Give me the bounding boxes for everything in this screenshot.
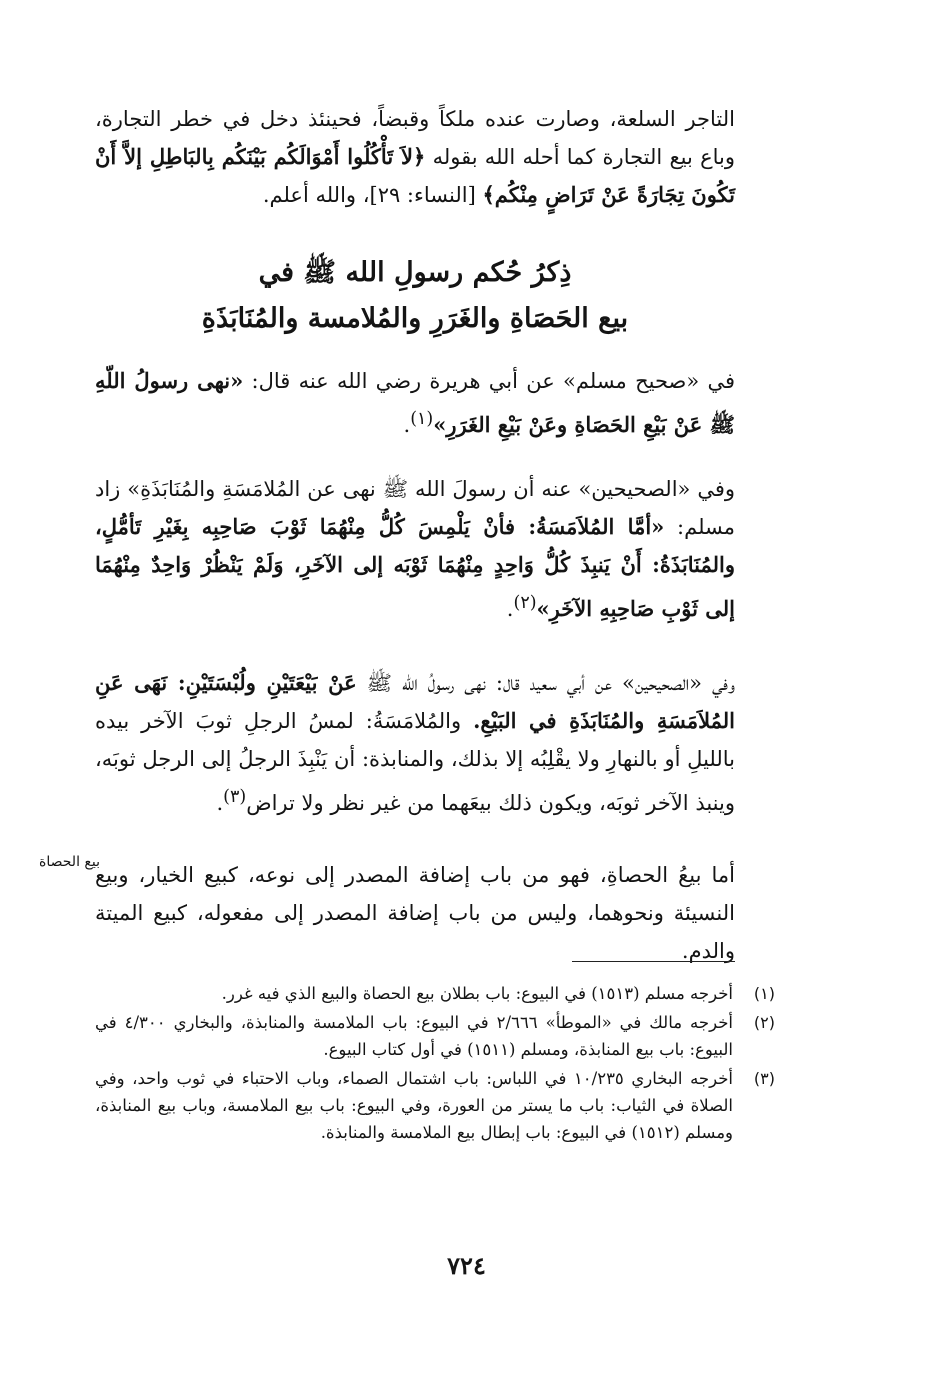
section-heading-line-1: ذِكرُ حُكم رسولِ الله ﷺ في xyxy=(258,257,572,288)
paragraph-4-end: . xyxy=(216,791,224,815)
paragraph-2 xyxy=(95,362,735,444)
footnote-ref-3: (٣) xyxy=(223,787,247,807)
page-number: ٧٢٤ xyxy=(447,1251,486,1280)
paragraph-1-after: [النساء: ٢٩]، والله أعلم. xyxy=(262,183,483,207)
section-heading-line-2: بيع الحَصَاةِ والغَرَرِ والمُلامسة والمُنَابَذَةِ xyxy=(201,303,629,334)
paragraph-1-text xyxy=(95,100,735,214)
paragraph-5 xyxy=(95,856,735,970)
footnote-item xyxy=(95,1065,775,1146)
paragraph-2-text xyxy=(95,362,735,444)
footnotes xyxy=(95,980,775,1148)
paragraph-3-text xyxy=(95,470,735,628)
quran-verse: ﴿لاَ تَأْكُلُوا أَمْوَالَكُم بَيْنَكُم بِالبَاطِلِ إلاَّ أَنْ تَكُونَ تِجَارَةً عَنْ تَرَاضٍ مِنْكُم﴾ xyxy=(95,144,735,207)
hadith-text: عَنْ بَيْعَتَيْنِ ولُبْسَتَيْنِ: نَهَى عَنِ المُلاَمَسَةِ والمُنَابَذَةِ في البَيْعِ. xyxy=(95,670,736,733)
hadith-text: «نهى رسولُ اللّهِ ﷺ عَنْ بَيْعِ الحَصَاةِ وعَنْ بَيْعِ الغَرَرِ» xyxy=(95,368,735,437)
paragraph-3-before: وفي «الصحيحين» عنه أن رسولَ الله ﷺ نهى عن المُلامَسَةِ والمُنَابَذَةِ» زاد مسلم: xyxy=(95,477,735,539)
footnote-text: أخرجه البخاري ١٠/٢٣٥ في اللباس: باب اشتمال الصماء، وباب الاحتباء في ثوب واحد، وفي الصلاة في الثياب: باب ما يستر من العورة، وفي البيوع: باب بيع الملامسة، وباب بيع المنابذة، ومسلم (١٥١٢) في البيوع: باب إبطال بيع الملامسة والمنابذة. xyxy=(95,1069,733,1142)
paragraph-3 xyxy=(95,470,735,628)
footnote-item xyxy=(95,1009,775,1063)
hadith-text: «أمَّا المُلاَمَسَةُ: فأنْ يَلْمِسَ كُلُّ مِنْهُمَا ثَوْبَ صَاحِبِه بِغَيْرِ تَأمُّلٍ، والمُنَابَذَةُ: أَنْ يَنبِذَ كُلُّ وَاحِدٍ مِنْهُمَا ثَوْبَه إلى الآخَرِ، وَلَمْ يَنْظُرْ وَاحِدٌ مِنْهُمَا إلى ثَوْبِ صَاحِبِهِ الآخَرِ» xyxy=(95,514,735,621)
paragraph-4-after: والمُلامَسَةُ: لمسُ الرجلِ ثوبَ الآخر بيده بالليلِ أو بالنهارِ ولا يقْلِبُه إلا بذلك، والمنابذة: أن يَنْبِذَ الرجلُ إلى الرجل ثوبَه، وينبذ الآخر ثوبَه، ويكون ذلك بيعَهما من غير نظر ولا تراض xyxy=(95,709,735,815)
footnote-ref-2: (٢) xyxy=(513,593,537,613)
footnote-number: (١) xyxy=(753,984,775,1003)
footnote-number: (٢) xyxy=(753,1013,775,1032)
footnote-text: أخرجه مالك في «الموطأ» ٢/٦٦٦ في البيوع: باب الملامسة والمنابذة، والبخاري ٤/٣٠٠ في البيوع: باب بيع المنابذة، ومسلم (١٥١١) في أول كتاب البيوع. xyxy=(95,1013,733,1059)
footnote-text: أخرجه مسلم (١٥١٣) في البيوع: باب بطلان بيع الحصاة والبيع الذي فيه غرر. xyxy=(221,984,733,1003)
footnote-ref-1: (١) xyxy=(410,409,434,429)
paragraph-5-text: أما بيعُ الحصاةِ، فهو من باب إضافة المصدر إلى نوعه، كبيع الخيار، وبيع النسيئة ونحوهما، وليس من باب إضافة المصدر إلى مفعوله، كبيع الميتة والدم. xyxy=(95,863,735,963)
footnote-divider xyxy=(572,961,735,962)
paragraph-4-text xyxy=(95,664,735,822)
paragraph-4 xyxy=(95,664,735,822)
paragraph-4-before: وفي «الصحيحين» عن أبي سعيد قال: نهى رسولُ الله ﷺ xyxy=(356,671,735,695)
paragraph-2-after: . xyxy=(403,413,411,437)
paragraph-1 xyxy=(95,100,735,214)
footnote-number: (٣) xyxy=(753,1069,775,1088)
footnote-item xyxy=(95,980,775,1007)
paragraph-3-after: . xyxy=(506,597,514,621)
paragraph-2-before: في «صحيح مسلم» عن أبي هريرة رضي الله عنه قال: xyxy=(243,369,736,393)
paragraph-1-before: التاجر السلعة، وصارت عنده ملكاً وقبضاً، فحينئذ دخل في خطر التجارة، وباع بيع التجارة كما أحله الله بقوله xyxy=(95,107,735,169)
margin-note: بيع الحصاة xyxy=(39,854,100,870)
section-heading xyxy=(95,250,735,342)
